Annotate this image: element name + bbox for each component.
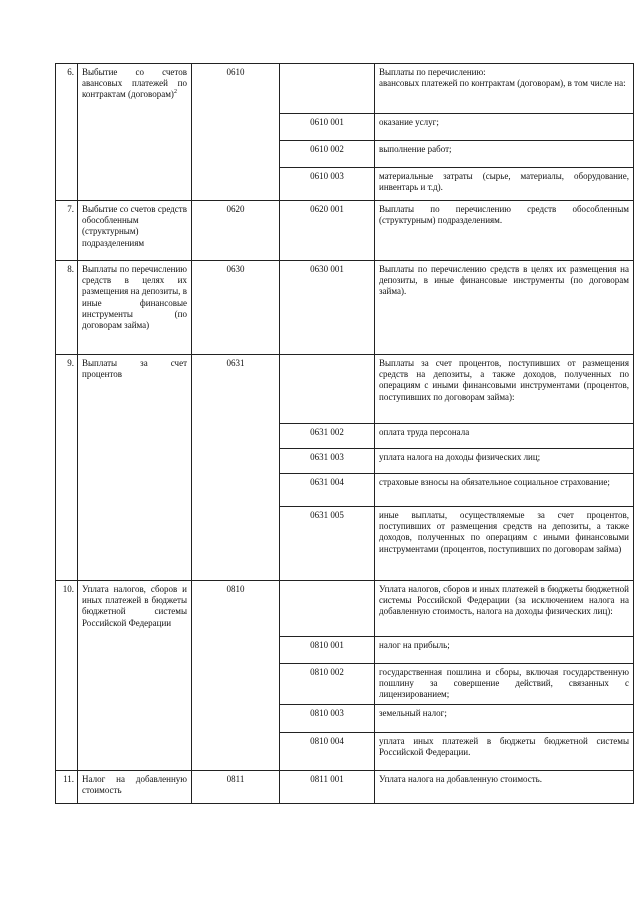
payment-description: выполнение работ; <box>375 141 634 168</box>
row-number: 6. <box>56 64 78 201</box>
payment-description: иные выплаты, осуществляемые за счет процентов, поступивших от размещения средств на депозиты, а также доходов, полученных по операциям с иными финансовыми инструментами (процентов, поступивших по договорам займа) <box>375 507 634 581</box>
article-code: 0811 <box>192 771 280 804</box>
article-name <box>78 64 192 201</box>
subcode: 0631 002 <box>280 424 375 449</box>
article-name <box>78 201 192 261</box>
row-number: 9. <box>56 355 78 581</box>
payment-description: оказание услуг; <box>375 114 634 141</box>
subcode <box>280 355 375 424</box>
subcode <box>280 581 375 637</box>
table-body <box>56 64 634 804</box>
subcode: 0631 004 <box>280 474 375 507</box>
table-row <box>56 64 634 114</box>
article-name-text: Выбытие со счетов авансовых платежей по контрактам (договорам) <box>82 67 187 100</box>
payment-description: Выплаты по перечислению: авансовых платежей по контрактам (договорам), в том числе на: <box>375 64 634 114</box>
subcode <box>280 64 375 114</box>
article-name-text: Выплаты по перечислению средств в целях их размещения на депозиты, в иные финансовые инструменты (по договорам займа) <box>82 264 187 331</box>
payment-description: Уплата налога на добавленную стоимость. <box>375 771 634 804</box>
payment-description: материальные затраты (сырье, материалы, оборудование, инвентарь и т.д). <box>375 168 634 201</box>
codes-table <box>55 63 634 804</box>
payment-description: земельный налог; <box>375 705 634 733</box>
payment-description: уплата иных платежей в бюджеты бюджетной системы Российской Федерации. <box>375 733 634 771</box>
payment-description: страховые взносы на обязательное социальное страхование; <box>375 474 634 507</box>
subcode: 0620 001 <box>280 201 375 261</box>
subcode: 0811 001 <box>280 771 375 804</box>
payment-description: оплата труда персонала <box>375 424 634 449</box>
subcode: 0630 001 <box>280 261 375 355</box>
row-number: 11. <box>56 771 78 804</box>
payment-description: уплата налога на доходы физических лиц; <box>375 449 634 474</box>
payment-description: Выплаты по перечислению средств обособленным (структурным) подразделениям. <box>375 201 634 261</box>
subcode: 0610 002 <box>280 141 375 168</box>
subcode: 0810 002 <box>280 664 375 705</box>
article-code: 0610 <box>192 64 280 201</box>
table-row <box>56 201 634 261</box>
subcode: 0631 005 <box>280 507 375 581</box>
subcode: 0610 001 <box>280 114 375 141</box>
row-number: 10. <box>56 581 78 771</box>
article-code: 0631 <box>192 355 280 581</box>
article-name-text: Налог на добавленную стоимость <box>82 774 187 796</box>
article-name-text: Выбытие со счетов средств обособленным (структурным) подразделениям <box>82 204 187 248</box>
article-name-text: Уплата налогов, сборов и иных платежей в бюджеты бюджетной системы Российской Федерации <box>82 584 187 628</box>
row-number: 8. <box>56 261 78 355</box>
footnote-marker: 2 <box>173 89 177 96</box>
subcode: 0810 003 <box>280 705 375 733</box>
subcode: 0810 001 <box>280 637 375 664</box>
payment-description: налог на прибыль; <box>375 637 634 664</box>
table-row <box>56 581 634 637</box>
payment-description: Выплаты за счет процентов, поступивших от размещения средств на депозиты, а также доходов, полученных по операциям с иными финансовыми инструментами (процентов, поступивших по договорам займа): <box>375 355 634 424</box>
article-code: 0630 <box>192 261 280 355</box>
payment-description: государственная пошлина и сборы, включая государственную пошлину за совершение действий, связанных с лицензированием; <box>375 664 634 705</box>
article-name-text: Выплаты за счет процентов <box>82 358 187 380</box>
article-name <box>78 771 192 804</box>
row-number: 7. <box>56 201 78 261</box>
article-name <box>78 355 192 581</box>
subcode: 0810 004 <box>280 733 375 771</box>
subcode: 0610 003 <box>280 168 375 201</box>
table-row <box>56 261 634 355</box>
article-code: 0810 <box>192 581 280 771</box>
article-name <box>78 581 192 771</box>
payment-description: Выплаты по перечислению средств в целях их размещения на депозиты, в иные финансовые инструменты (по договорам займа). <box>375 261 634 355</box>
article-code: 0620 <box>192 201 280 261</box>
payment-description: Уплата налогов, сборов и иных платежей в бюджеты бюджетной системы Российской Федерации (за исключением налога на добавленную стоимость, налога на доходы физических лиц): <box>375 581 634 637</box>
subcode: 0631 003 <box>280 449 375 474</box>
table-row <box>56 355 634 424</box>
table-row <box>56 771 634 804</box>
article-name <box>78 261 192 355</box>
